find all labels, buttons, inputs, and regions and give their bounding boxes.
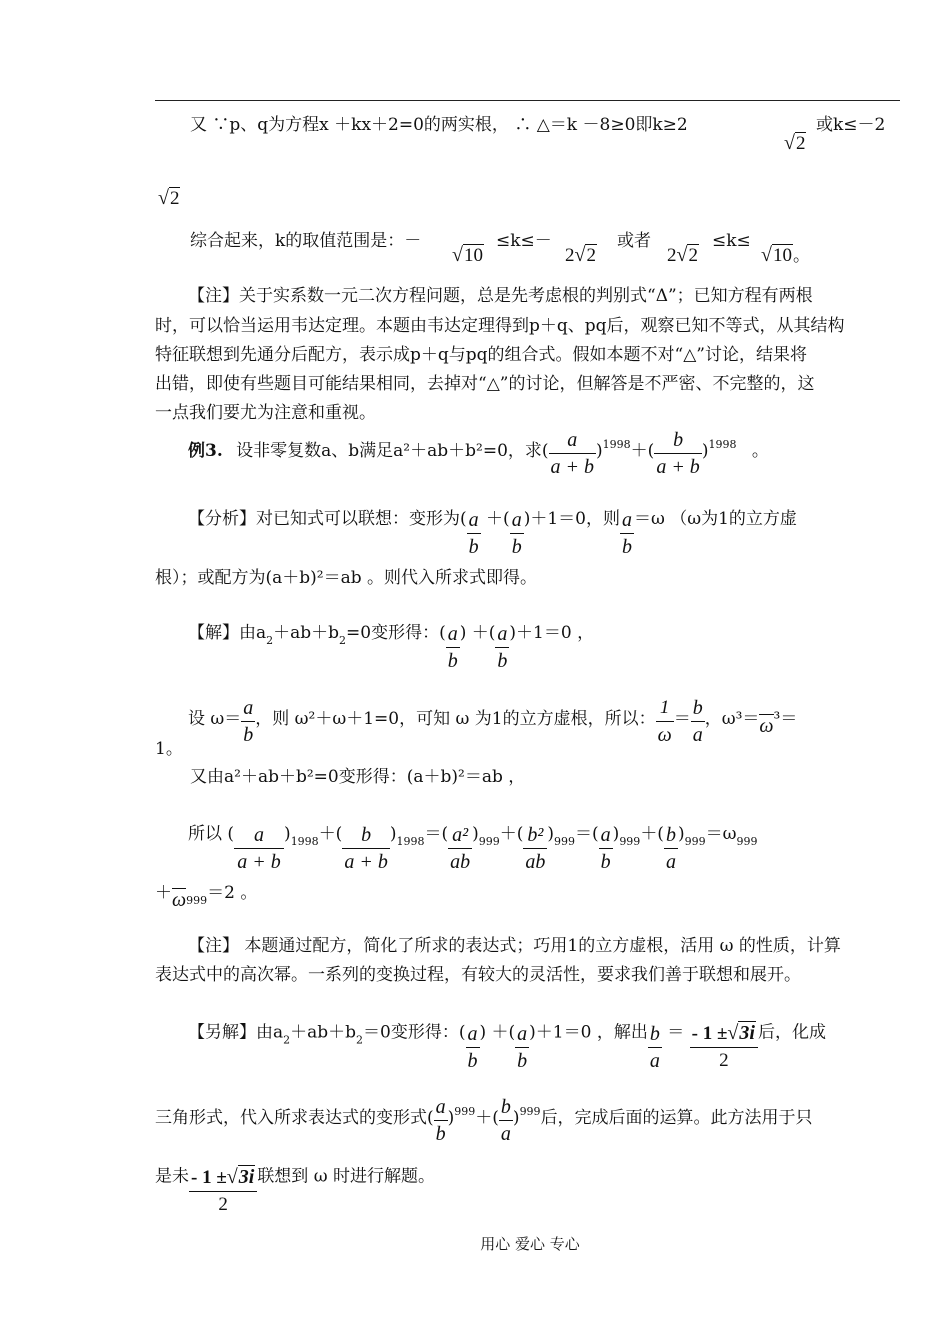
range-rel1: ≤k≤－ bbox=[496, 231, 552, 251]
analysis-line: 【分析】对已知式可以联想：变形为( $\frac{a}{b}$ ＋( $\frac{a}{b}$ )＋1＝0，则 $\frac{a}{b}$ ＝ω （ω为1的立方虚 bbox=[188, 509, 797, 558]
solution-line: 【解】由$a_2+ab+b_2=0$变形得：( $\frac{a}{b}$ ) ＋( $\frac{a}{b}$ )＋1＝0 ， bbox=[188, 623, 595, 672]
example-label: 例3. bbox=[188, 441, 223, 461]
omega-definition-cont: 1。 bbox=[155, 739, 183, 759]
header-rule bbox=[155, 100, 900, 101]
sqrt-10-a: √10 bbox=[452, 244, 483, 266]
two-sqrt2-b: 2√2 bbox=[667, 244, 698, 266]
page-footer: 用心 爱心 专心 bbox=[480, 1235, 580, 1253]
range-line: 综合起来，k的取值范围是：－ bbox=[190, 231, 422, 251]
example-3: 例3. 设非零复数a、b满足a²＋ab＋b²=0，求( $\frac{a}{a + b}$ )$^{1998}$＋( $\frac{b}{a + b}$ )$^{1998}$ 。 bbox=[188, 429, 769, 478]
note-1-line: 特征联想到先通分后配方，表示成p＋q与pq的组合式。假如本题不对“△”讨论，结果将 bbox=[155, 345, 807, 365]
discriminant-text: 又 ∵p、q为方程x ＋kx＋2=0的两实根， ∴ △＝k －8≥0即k≥2 bbox=[190, 115, 688, 135]
computation-cont: $+\omega_{999}=2$ 。 bbox=[155, 883, 258, 911]
note-2-line: 【注】 本题通过配方，简化了所求的表达式；巧用1的立方虚根，活用 ω 的性质，计算 bbox=[188, 936, 841, 956]
omega-definition: 设 ω＝ $\frac{a}{b}$ ，则 ω²＋ω＋1=0，可知 ω 为1的立方虚根，所以： $\frac{1}{\omega}$ ＝ $\frac{b}{a}$ ，ω³＝ω³＝ bbox=[188, 697, 798, 746]
alt-solution-line-2: 三角形式，代入所求表达式的变形式( $\frac{a}{b}$ )$^{999}$＋( $\frac{b}{a}$ )$^{999}$后，完成后面的运算。此方法用于只 bbox=[155, 1096, 813, 1145]
sqrt-10-b: √10。 bbox=[761, 244, 810, 266]
alt-solution-line: 【另解】由$a_2+ab+b_2=0$变形得：( $\frac{a}{b}$ ) ＋( $\frac{a}{b}$ )＋1＝0 ，解出 $\frac{b}{a}$ ＝ $\frac{- 1 \pm√3i}{2}$ 后，化成 bbox=[188, 1006, 826, 1060]
discriminant-line bbox=[190, 113, 688, 137]
note-2-line: 表达式中的高次幂。一系列的变换过程，有较大的灵活性，要求我们善于联想和展开。 bbox=[155, 965, 801, 985]
range-rel2: ≤k≤ bbox=[712, 231, 751, 251]
two-sqrt2-a: 2√2 bbox=[565, 244, 596, 266]
analysis-line-2: 根）；或配方为(a＋b)²＝ab 。则代入所求式即得。 bbox=[155, 568, 538, 588]
computation-line: 所以 ( $\frac{a}{a + b}$ )$_{1998}+$( $\frac{b}{a + b}$ )$_{1998}=$( $\frac{\text{a²}}{ab}$ )$_{999}+$( $\frac{\text{b²}}{ab}$ )$_{999}=$( $\frac{a}{b}$ )$_{999}+$( $\frac{b}{a}$ )$_{999}=\omega_{999}$ bbox=[188, 824, 758, 873]
note-1-line: 【注】关于实系数一元二次方程问题，总是先考虑根的判别式“Δ”；已知方程有两根 bbox=[188, 286, 813, 306]
note-1-line: 时，可以恰当运用韦达定理。本题由韦达定理得到p＋q、pq后，观察已知不等式，从其结构 bbox=[155, 316, 845, 336]
note-1-line: 一点我们要尤为注意和重视。 bbox=[155, 403, 376, 423]
sqrt-2-a: √2 bbox=[784, 132, 806, 154]
sqrt-2-cont: √2 bbox=[158, 187, 180, 209]
alt-solution-line-3: 是未 $\frac{- 1 \pm√3i}{2}$ 联想到 ω 时进行解题。 bbox=[155, 1150, 435, 1204]
range-or: 或者 bbox=[617, 231, 651, 251]
discriminant-tail: 或k≤－2 bbox=[816, 115, 886, 135]
also-line: 又由a²＋ab＋b²=0变形得：(a＋b)²＝ab ， bbox=[190, 767, 526, 787]
note-1-line: 出错，即使有些题目可能结果相同，去掉对“△”的讨论，但解答是不严密、不完整的，这 bbox=[155, 374, 815, 394]
